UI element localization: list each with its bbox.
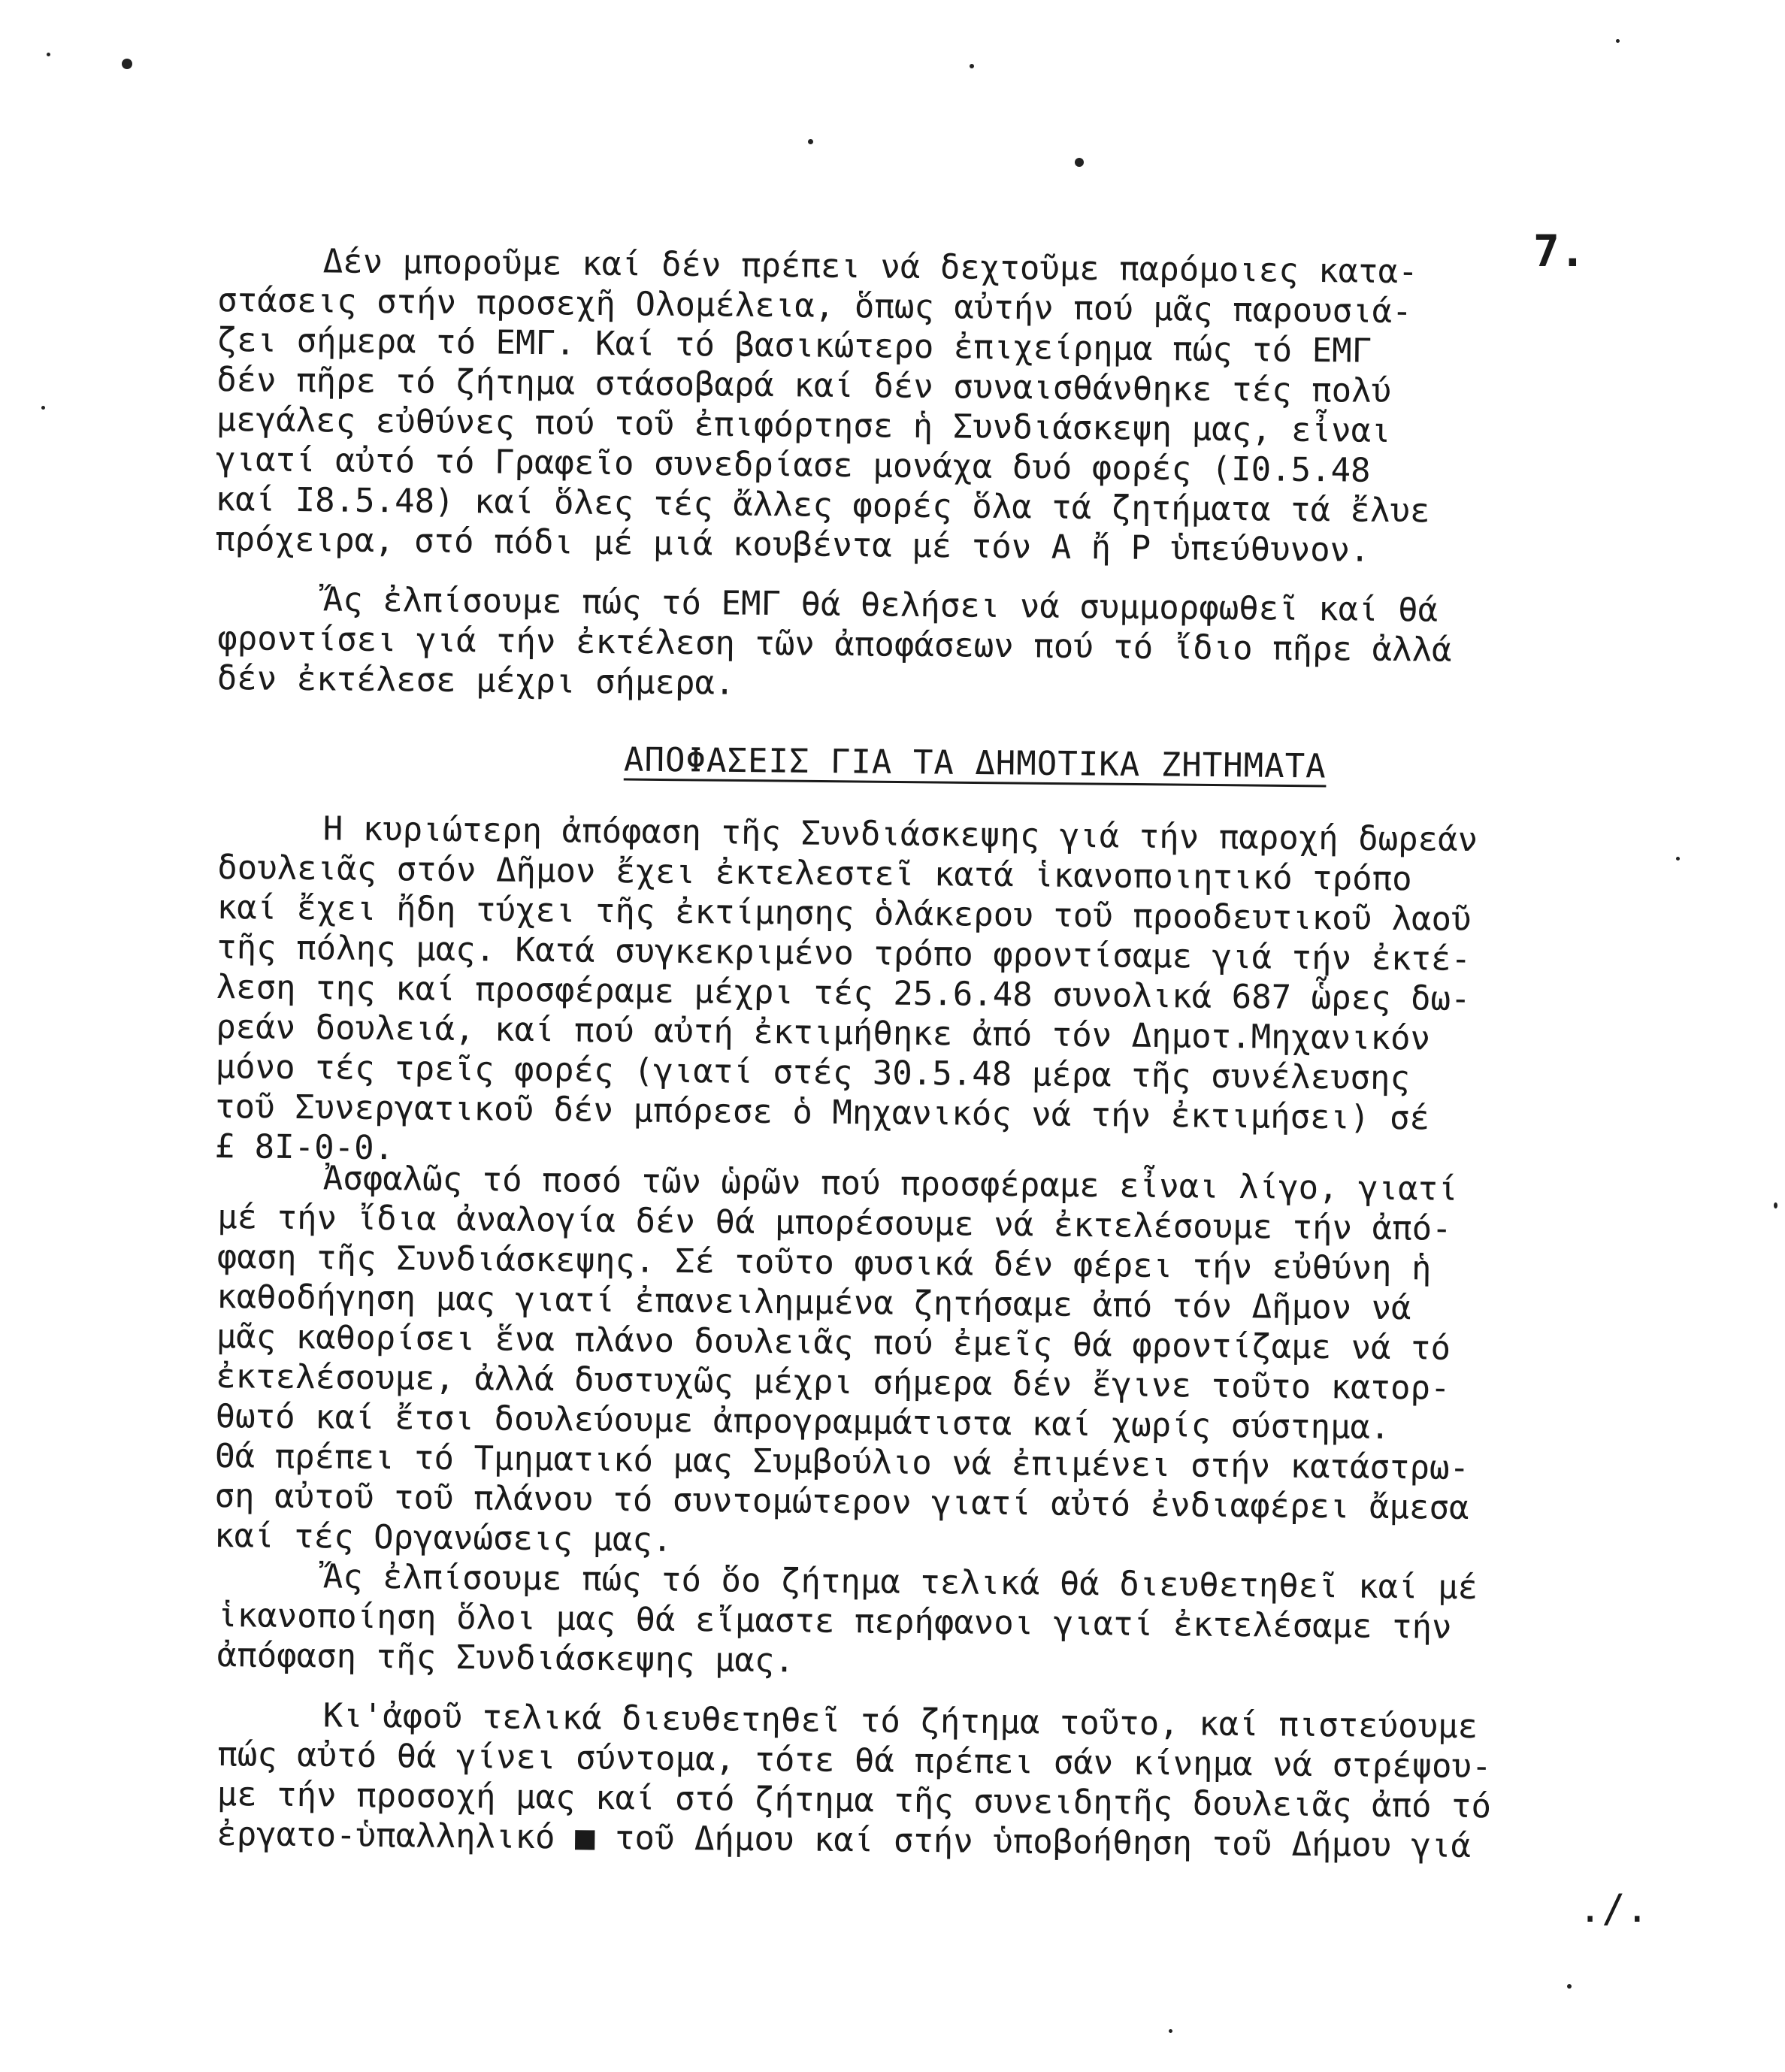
text-line: δουλειᾶς στόν Δῆμον ἔχει ἐκτελεστεῖ κατά ἱκανοποιητικό τρόπο — [216, 848, 1412, 899]
scan-speck — [808, 139, 813, 144]
paragraph — [215, 240, 1676, 573]
text-line: Ἀσφαλῶς τό ποσό τῶν ὡρῶν πού προσφέραμε εἶναι λίγο, γιατί — [322, 1159, 1458, 1208]
text-line: ἐργατο-ὑπαλληλικό ■ τοῦ Δήμου καί στήν ὑποβοήθηση τοῦ Δήμου γιά — [216, 1814, 1472, 1866]
text-line: φαση τῆς Συνδιάσκεψης. Σέ τοῦτο φυσικά δέν φέρει τήν εὐθύνη ἡ — [216, 1237, 1432, 1288]
scan-speck — [122, 59, 132, 69]
text-line: μεγάλες εὐθύνες πού τοῦ ἐπιφόρτησε ἡ Συνδιάσκεψη μας, εἶναι — [216, 400, 1391, 450]
text-line: Κι'ἀφοῦ τελικά διευθετηθεῖ τό ζήτημα τοῦτο, καί πιστεύουμε — [322, 1696, 1478, 1747]
text-line: δέν ἐκτέλεσε μέχρι σήμερα. — [216, 658, 735, 703]
paragraph — [216, 1556, 1675, 1689]
text-line: £ 8Ι-0-0. — [214, 1127, 395, 1168]
text-line: ἱκανοποίηση ὅλοι μας θά εἴμαστε περήφανοι γιατί ἐκτελέσαμε τήν — [216, 1596, 1452, 1647]
text-line: μόνο τές τρεῖς φορές (γιατί στές 30.5.48 μέρα τῆς συνέλευσης — [215, 1047, 1411, 1098]
text-line: καθοδήγηση μας γιατί ἐπανειλημμένα ζητήσαμε ἀπό τόν Δῆμον νά — [216, 1277, 1411, 1328]
scan-speck — [1774, 1202, 1777, 1208]
paragraph — [216, 579, 1675, 712]
scan-speck — [1075, 158, 1084, 167]
continuation-mark: ./. — [1578, 1886, 1649, 1931]
text-line: Ἄς ἐλπίσουμε πώς τό ΕΜΓ θά θελήσει νά συμμορφωθεῖ καί θά — [322, 580, 1439, 630]
text-line: δέν πῆρε τό ζήτημα στάσοβαρά καί δέν συναισθάνθηκε τές πολύ — [216, 360, 1392, 410]
scan-speck — [1169, 2029, 1172, 2033]
text-line: θωτό καί ἔτσι δουλεύουμε ἀπρογραμμάτιστα καί χωρίς σύστημα. — [215, 1396, 1390, 1447]
text-line: μᾶς καθορίσει ἕνα πλάνο δουλειᾶς πού ἐμεῖς θά φροντίζαμε νά τό — [216, 1317, 1451, 1368]
scan-speck — [41, 406, 45, 410]
text-line: γιατί αὐτό τό Γραφεῖο συνεδρίασε μονάχα δυό φορές (Ι0.5.48 — [215, 440, 1371, 490]
text-line: καί τές Οργανώσεις μας. — [213, 1516, 673, 1559]
text-line: στάσεις στήν προσεχῆ Ολομέλεια, ὅπως αὐτήν πού μᾶς παρουσιά- — [216, 280, 1412, 331]
paragraph — [214, 1157, 1676, 1570]
scan-speck — [1676, 857, 1680, 861]
text-line: ἀπόφαση τῆς Συνδιάσκεψης μας. — [216, 1635, 795, 1680]
scan-speck — [47, 53, 50, 56]
text-line: τοῦ Συνεργατικοῦ δέν μπόρεσε ὁ Μηχανικός νά τήν ἐκτιμήσει) σέ — [214, 1087, 1430, 1138]
scan-speck — [1567, 1984, 1572, 1989]
text-line: λεση της καί προσφέραμε μέχρι τές 25.6.48 συνολικά 687 ὧρες δω- — [216, 967, 1471, 1019]
text-line: πρόχειρα, στό πόδι μέ μιά κουβέντα μέ τόν Α ἤ Ρ ὑπεύθυνον. — [214, 519, 1370, 570]
scan-speck — [970, 64, 974, 68]
text-line: φροντίσει γιά τήν ἐκτέλεση τῶν ἀποφάσεων πού τό ἴδιο πῆρε ἀλλά — [216, 619, 1452, 670]
text-line: Η κυριώτερη ἀπόφαση τῆς Συνδιάσκεψης γιά τήν παροχή δωρεάν — [322, 809, 1478, 860]
text-line: πώς αὐτό θά γίνει σύντομα, τότε θά πρέπει σάν κίνημα νά στρέψου- — [216, 1735, 1492, 1786]
paragraph — [216, 1695, 1676, 1868]
text-line: καί ἔχει ἤδη τύχει τῆς ἐκτίμησης ὁλάκερου τοῦ προοδευτικοῦ λαοῦ — [216, 888, 1472, 939]
page-number: 7. — [1533, 225, 1586, 277]
section-heading: ΑΠΟΦΑΣΕΙΣ ΓΙΑ ΤΑ ΔΗΜΟΤΙΚΑ ΖΗΤΗΜΑΤΑ — [623, 740, 1327, 786]
paragraph — [214, 808, 1675, 1181]
text-line: μέ τήν ἴδια ἀναλογία δέν θά μπορέσουμε νά ἐκτελέσουμε τήν ἀπό- — [216, 1197, 1452, 1248]
text-line: καί Ι8.5.48) καί ὅλες τές ἄλλες φορές ὅλα τά ζητήματα τά ἔλυε — [215, 479, 1430, 531]
text-line: με τήν προσοχή μας καί στό ζήτημα τῆς συνειδητῆς δουλειᾶς ἀπό τό — [216, 1774, 1492, 1826]
text-line: ρεάν δουλειά, καί πού αὐτή ἐκτιμήθηκε ἀπό τόν Δημοτ.Μηχανικόν — [215, 1007, 1431, 1058]
text-line: Ἄς ἐλπίσουμε πώς τό ὅο ζήτημα τελικά θά διευθετηθεῖ καί μέ — [322, 1557, 1478, 1608]
text-line: τῆς πόλης μας. Κατά συγκεκριμένο τρόπο φροντίσαμε γιά τήν ἐκτέ- — [216, 927, 1472, 979]
text-line: ση αὐτοῦ τοῦ πλάνου τό συντομώτερον γιατί αὐτό ἐνδιαφέρει ἄμεσα — [214, 1476, 1469, 1527]
scan-speck — [1616, 39, 1620, 43]
text-line: Θά πρέπει τό Τμηματικό μας Συμβούλιο νά ἐπιμένει στήν κατάστρω- — [214, 1436, 1470, 1488]
text-line: ἐκτελέσουμε, ἀλλά δυστυχῶς μέχρι σήμερα δέν ἔγινε τοῦτο κατορ- — [215, 1357, 1451, 1408]
text-line: ζει σήμερα τό ΕΜΓ. Καί τό βασικώτερο ἐπιχείρημα πώς τό ΕΜΓ — [216, 320, 1372, 371]
text-line: Δέν μποροῦμε καί δέν πρέπει νά δεχτοῦμε παρόμοιες κατα- — [322, 242, 1418, 292]
